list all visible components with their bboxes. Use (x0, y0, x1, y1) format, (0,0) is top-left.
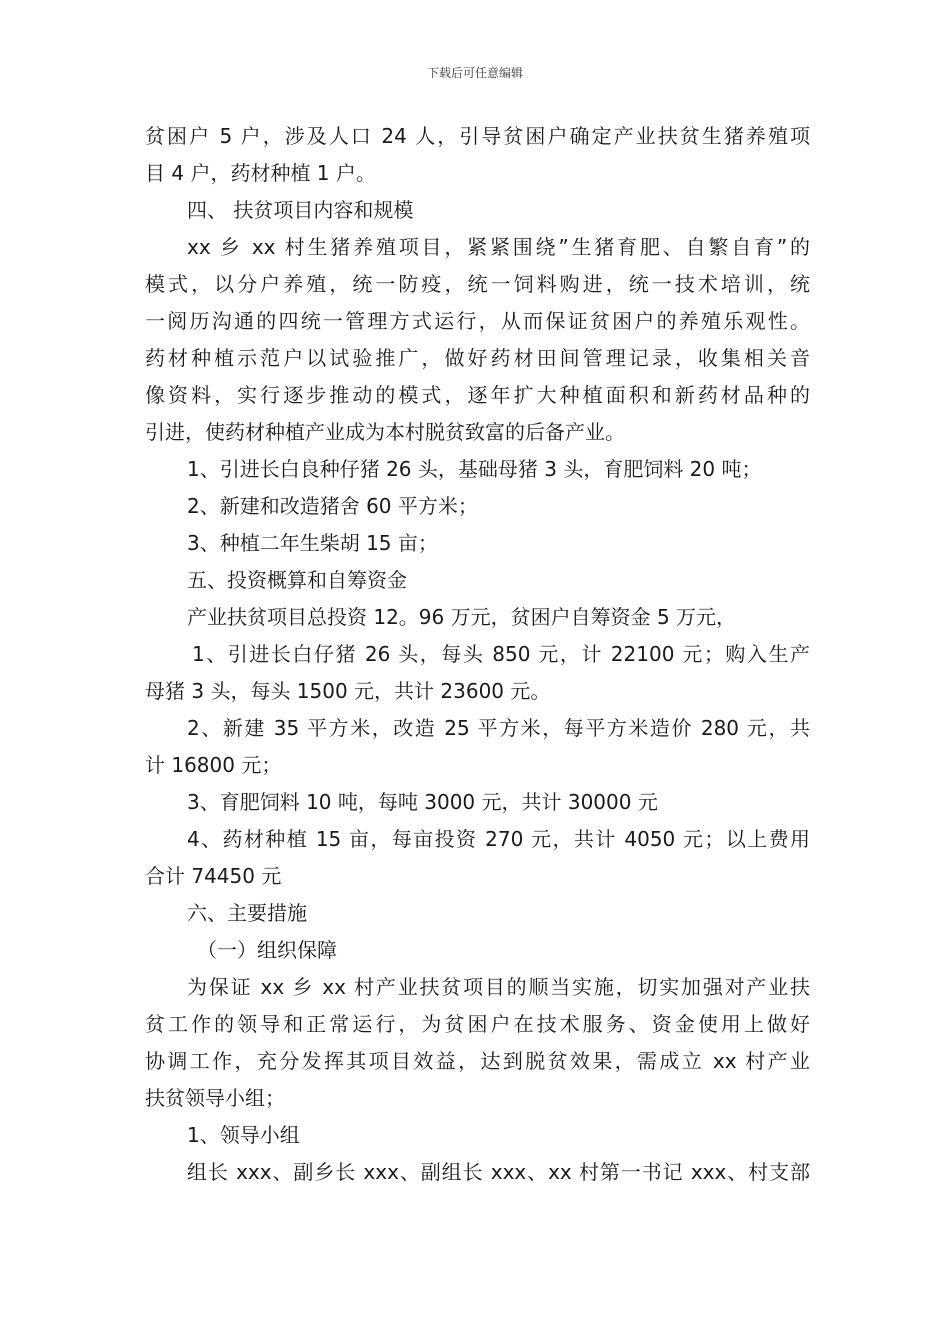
paragraph-line: 贫困户 5 户，涉及人口 24 人，引导贫困户确定产业扶贫生猪养殖项 (145, 124, 810, 148)
paragraph-line: 合计 74450 元 (145, 864, 282, 888)
paragraph-line: 协调工作，充分发挥其项目效益，达到脱贫效果，需成立 xx 村产业 (145, 1049, 810, 1073)
paragraph-line: 贫工作的领导和正常运行，为贫困户在技术服务、资金使用上做好 (145, 1012, 810, 1036)
paragraph-line: 目 4 户，药材种植 1 户。 (145, 161, 376, 185)
page-header: 下载后可任意编辑 (426, 66, 523, 80)
paragraph-line: 母猪 3 头，每头 1500 元，共计 23600 元。 (145, 679, 551, 703)
list-item: 2、新建 35 平方米，改造 25 平方米，每平方米造价 280 元，共 (187, 716, 810, 740)
paragraph-line: xx 乡 xx 村生猪养殖项目，紧紧围绕”生猪育肥、自繁自育”的 (187, 235, 810, 259)
list-item: 3、育肥饲料 10 吨，每吨 3000 元，共计 30000 元 (187, 790, 658, 814)
paragraph-line: 药材种植示范户以试验推广，做好药材田间管理记录，收集相关音 (145, 346, 810, 370)
paragraph-line: 计 16800 元； (145, 753, 282, 777)
paragraph-line: 产业扶贫项目总投资 12。96 万元，贫困户自筹资金 5 万元， (187, 605, 737, 629)
list-item: 2、新建和改造猪舍 60 平方米； (187, 494, 478, 518)
subsection-heading: （一）组织保障 (197, 938, 337, 962)
section-heading: 六、主要措施 (187, 901, 307, 925)
list-item: 3、种植二年生柴胡 15 亩； (187, 531, 438, 555)
list-item: 1、引进长白良种仔猪 26 头，基础母猪 3 头，育肥饲料 20 吨； (187, 457, 762, 481)
paragraph-line: 引进，使药材种植产业成为本村脱贫致富的后备产业。 (145, 420, 625, 444)
paragraph-line: 一阅历沟通的四统一管理方式运行，从而保证贫困户的养殖乐观性。 (145, 309, 810, 333)
subsection-heading: 1、领导小组 (187, 1123, 300, 1147)
document-body (145, 118, 810, 1191)
section-heading: 五、投资概算和自筹资金 (187, 568, 407, 592)
list-item: 1、引进长白仔猪 26 头，每头 850 元，计 22100 元；购入生产 (192, 642, 810, 666)
paragraph-line: 为保证 xx 乡 xx 村产业扶贫项目的顺当实施，切实加强对产业扶 (187, 975, 810, 999)
list-item: 4、药材种植 15 亩，每亩投资 270 元，共计 4050 元；以上费用 (187, 827, 810, 851)
section-heading: 四、 扶贫项目内容和规模 (187, 198, 414, 222)
paragraph-line: 模式，以分户养殖，统一防疫，统一饲料购进，统一技术培训，统 (145, 272, 810, 296)
paragraph-line: 扶贫领导小组； (145, 1086, 285, 1110)
paragraph-line: 像资料，实行逐步推动的模式，逐年扩大种植面积和新药材品种的 (145, 383, 810, 407)
paragraph-line: 组长 xxx、副乡长 xxx、副组长 xxx、xx 村第一书记 xxx、村支部 (187, 1160, 810, 1184)
